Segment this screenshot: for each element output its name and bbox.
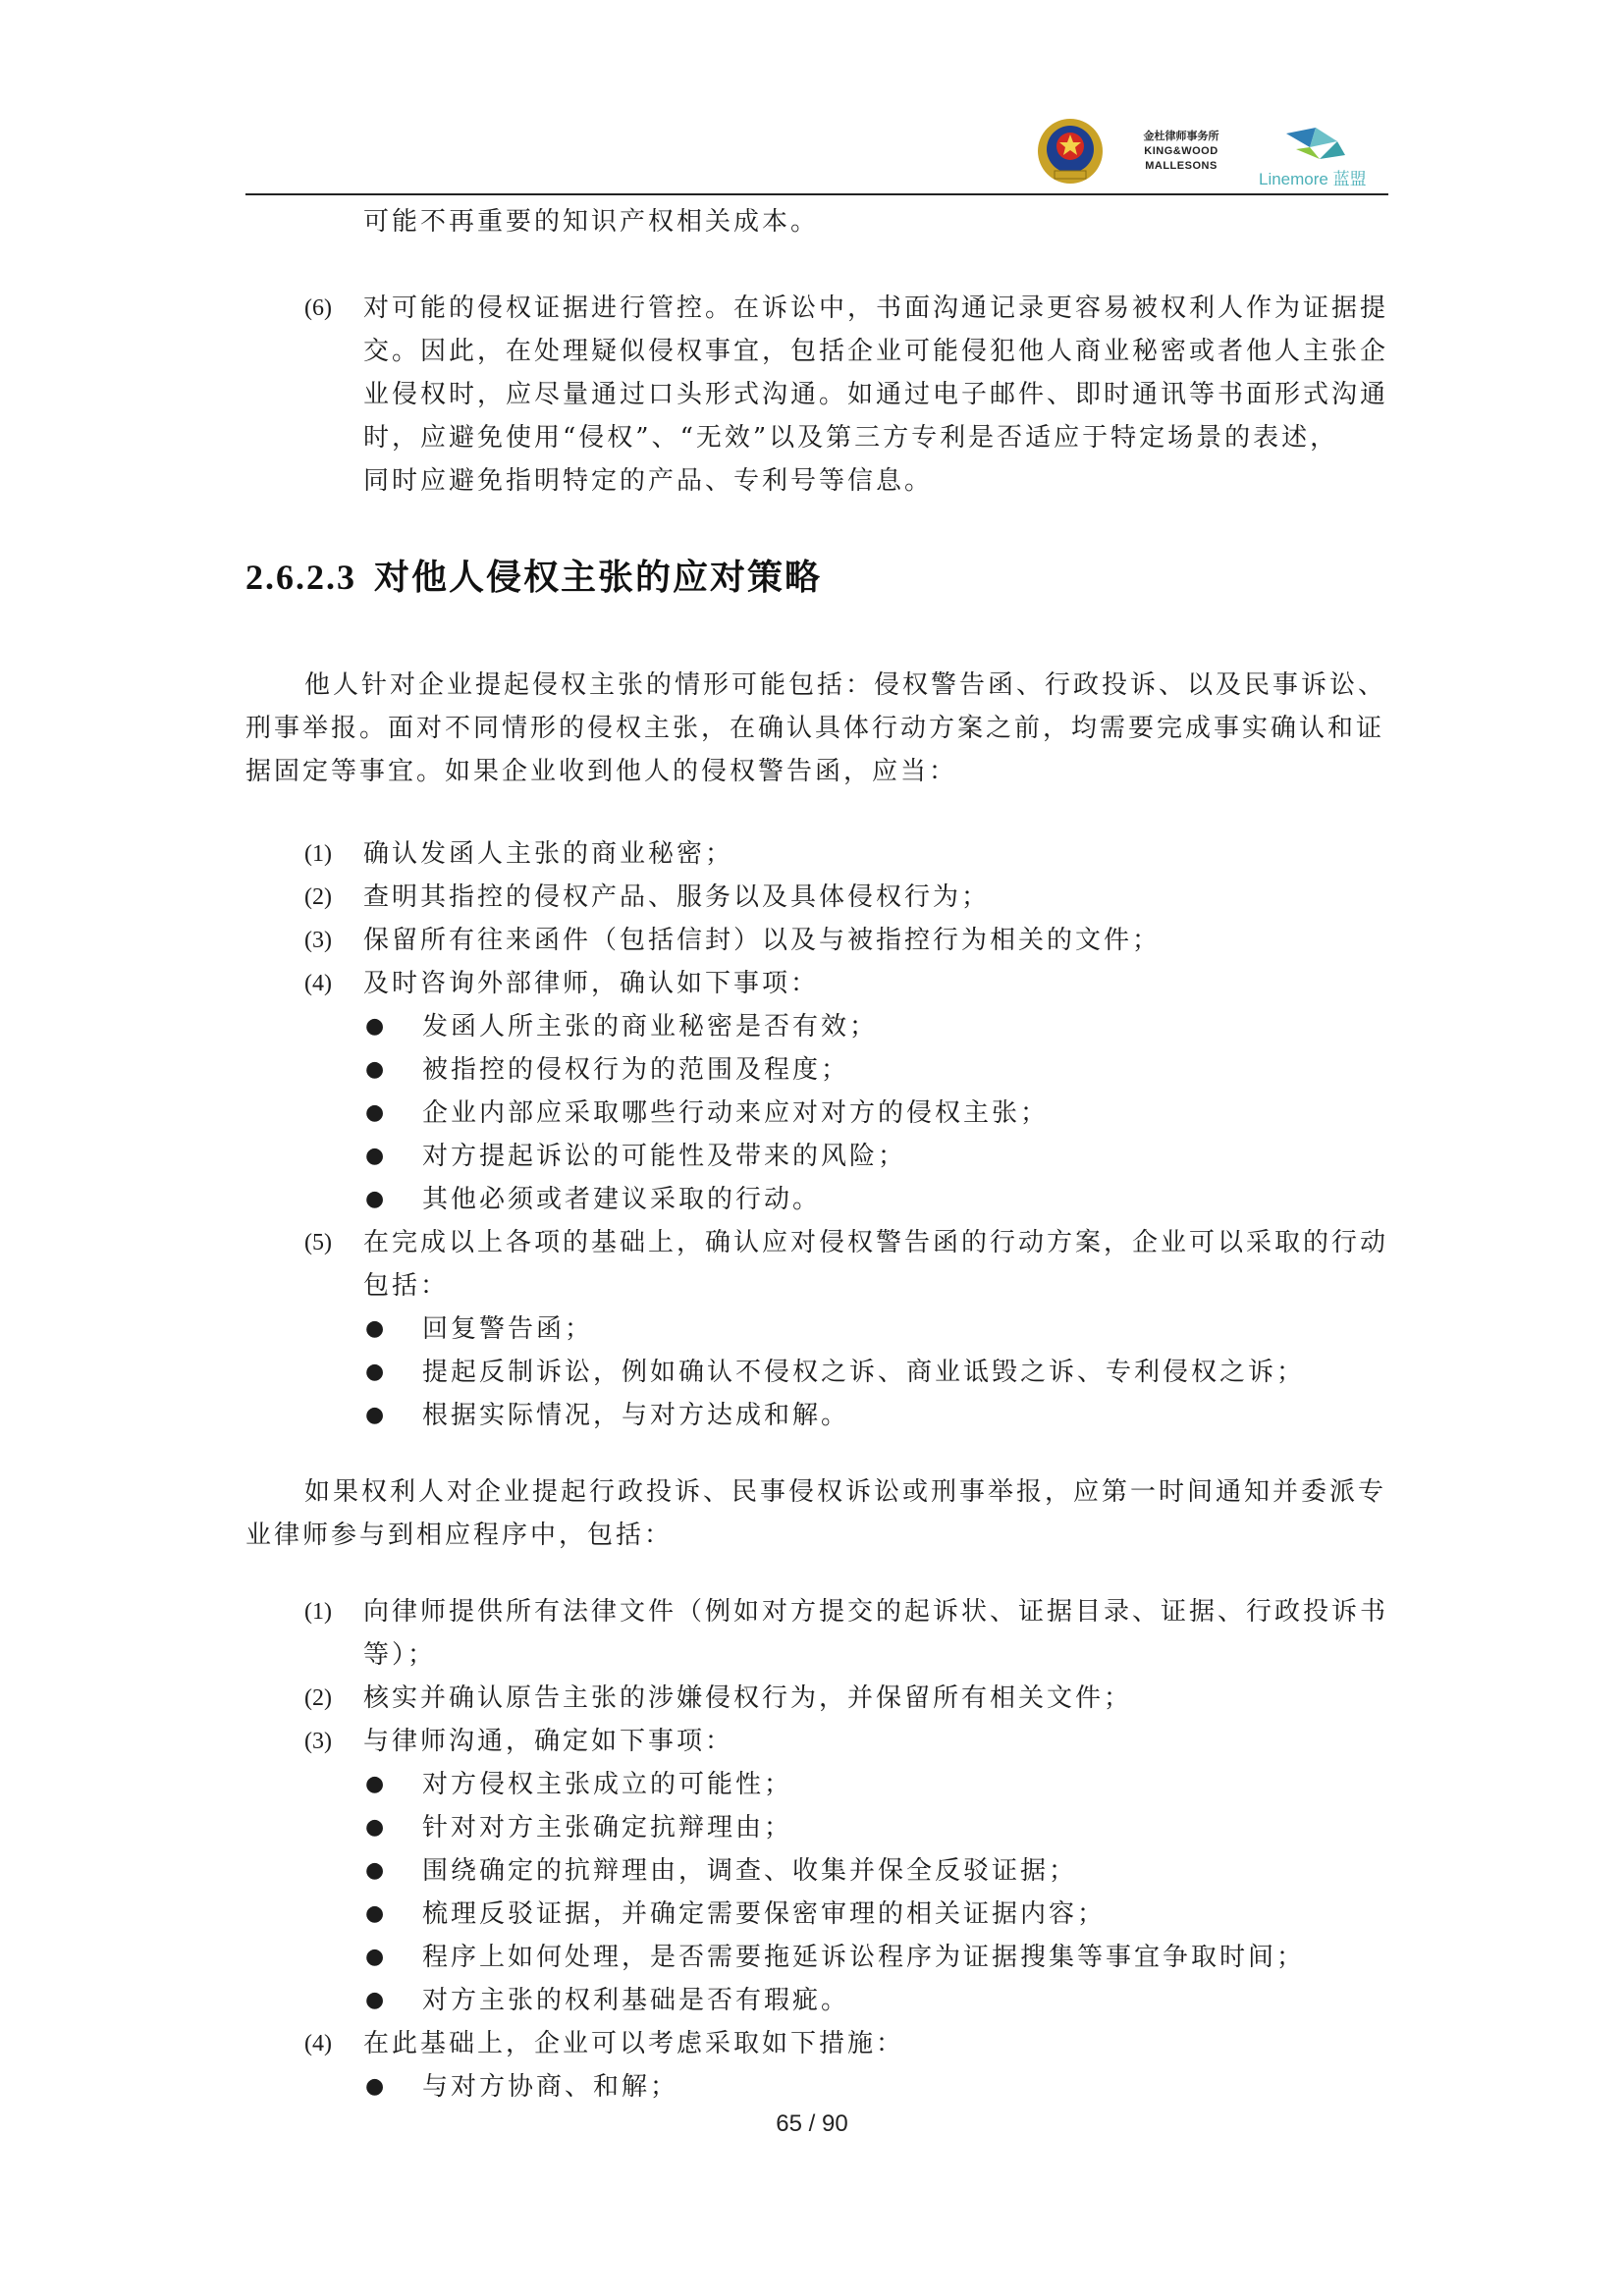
list2-number: (4) <box>304 2031 332 2056</box>
list1-item: 及时咨询外部律师，确认如下事项： <box>363 969 820 998</box>
para2-line: 业律师参与到相应程序中，包括： <box>245 1521 674 1550</box>
kwm-logo-cn: 金杜律师事务所 <box>1143 131 1219 142</box>
linemore-mark-icon <box>1276 126 1355 165</box>
item-6-line: 对可能的侵权证据进行管控。在诉讼中，书面沟通记录更容易被权利人作为证据提 <box>363 294 1389 323</box>
list1-number: (4) <box>304 971 332 996</box>
kwm-logo-en-2: MALLESONS <box>1145 160 1218 172</box>
continuation-text: 可能不再重要的知识产权相关成本。 <box>363 207 820 237</box>
bullet-icon: ● <box>365 1100 385 1125</box>
bullet-text: 围绕确定的抗辩理由，调查、收集并保全反驳证据； <box>422 1856 1078 1886</box>
item-6-line: 业侵权时，应尽量通过口头形式沟通。如通过电子邮件、即时通讯等书面形式沟通 <box>363 380 1389 409</box>
bullet-icon: ● <box>365 1144 385 1168</box>
bullet-text: 对方主张的权利基础是否有瑕疵。 <box>422 1986 850 2015</box>
bullet-text: 其他必须或者建议采取的行动。 <box>422 1185 822 1214</box>
list2-item: 核实并确认原告主张的涉嫌侵权行为，并保留所有相关文件； <box>363 1683 1133 1713</box>
list2-item: 在此基础上，企业可以考虑采取如下措施： <box>363 2029 905 2058</box>
list1-number: (2) <box>304 884 332 910</box>
list1-number: (1) <box>304 841 332 867</box>
list2-1-line: 等）； <box>363 1640 437 1670</box>
bullet-text: 回复警告函； <box>422 1314 594 1344</box>
list2-number: (2) <box>304 1685 332 1711</box>
bullet-icon: ● <box>365 1858 385 1883</box>
bullet-icon: ● <box>365 2074 385 2099</box>
item-6-line: 交。因此，在处理疑似侵权事宜，包括企业可能侵犯他人商业秘密或者他人主张企 <box>363 337 1389 366</box>
bullet-text: 针对对方主张确定抗辩理由； <box>422 1813 793 1842</box>
item-6-number: (6) <box>304 295 332 321</box>
bullet-icon: ● <box>365 1988 385 2012</box>
list2-1-line: 向律师提供所有法律文件（例如对方提交的起诉状、证据目录、证据、行政投诉书 <box>363 1597 1389 1627</box>
header-divider <box>245 193 1388 195</box>
bullet-icon: ● <box>365 1316 385 1341</box>
bullet-text: 被指控的侵权行为的范围及程度； <box>422 1055 850 1085</box>
bullet-text: 发函人所主张的商业秘密是否有效； <box>422 1012 879 1041</box>
para2-line: 如果权利人对企业提起行政投诉、民事侵权诉讼或刑事举报，应第一时间通知并委派专 <box>304 1477 1387 1507</box>
linemore-logo-text: Linemore 蓝盟 <box>1259 170 1367 188</box>
bullet-icon: ● <box>365 1403 385 1427</box>
bullet-text: 根据实际情况，与对方达成和解。 <box>422 1401 850 1430</box>
bullet-text: 企业内部应采取哪些行动来应对对方的侵权主张； <box>422 1098 1050 1128</box>
list1-item: 查明其指控的侵权产品、服务以及具体侵权行为； <box>363 882 991 912</box>
intro-line: 据固定等事宜。如果企业收到他人的侵权警告函，应当： <box>245 757 958 786</box>
list2-number: (3) <box>304 1729 332 1754</box>
intro-line: 刑事举报。面对不同情形的侵权主张，在确认具体行动方案之前，均需要完成事实确认和证 <box>245 714 1385 743</box>
linemore-logo <box>1259 126 1386 188</box>
section-number: 2.6.2.3 <box>245 558 356 597</box>
bullet-text: 梳理反驳证据，并确定需要保密审理的相关证据内容； <box>422 1899 1107 1929</box>
bullet-text: 对方侵权主张成立的可能性； <box>422 1770 793 1799</box>
bullet-icon: ● <box>365 1945 385 1969</box>
list1-item: 确认发函人主张的商业秘密； <box>363 839 734 869</box>
list1-5-line: 在完成以上各项的基础上，确认应对侵权警告函的行动方案，企业可以采取的行动 <box>363 1228 1389 1257</box>
list2-number: (1) <box>304 1599 332 1625</box>
item-6-line: 时，应避免使用“侵权”、“无效”以及第三方专利是否适应于特定场景的表述， <box>363 423 1339 453</box>
intro-line: 他人针对企业提起侵权主张的情形可能包括：侵权警告函、行政投诉、以及民事诉讼、 <box>304 670 1387 700</box>
list1-number: (3) <box>304 928 332 953</box>
item-6-line: 同时应避免指明特定的产品、专利号等信息。 <box>363 466 934 496</box>
bullet-icon: ● <box>365 1901 385 1926</box>
bullet-icon: ● <box>365 1772 385 1796</box>
kwm-logo <box>1127 130 1235 174</box>
bullet-icon: ● <box>365 1057 385 1082</box>
list1-item: 保留所有往来函件（包括信封）以及与被指控行为相关的文件； <box>363 926 1162 955</box>
list1-number: (5) <box>304 1230 332 1255</box>
bullet-icon: ● <box>365 1360 385 1384</box>
kwm-logo-en-1: KING&WOOD <box>1144 145 1218 157</box>
bullet-text: 与对方协商、和解； <box>422 2072 679 2102</box>
bullet-icon: ● <box>365 1815 385 1840</box>
list2-item: 与律师沟通，确定如下事项： <box>363 1727 734 1756</box>
list1-5-line: 包括： <box>363 1271 450 1301</box>
section-title: 对他人侵权主张的应对策略 <box>374 557 823 598</box>
page-header <box>245 108 1388 192</box>
bullet-icon: ● <box>365 1187 385 1211</box>
section-heading <box>245 550 822 605</box>
bullet-text: 对方提起诉讼的可能性及带来的风险； <box>422 1142 907 1171</box>
bullet-icon: ● <box>365 1014 385 1039</box>
bullet-text: 提起反制诉讼，例如确认不侵权之诉、商业诋毁之诉、专利侵权之诉； <box>422 1358 1306 1387</box>
bullet-text: 程序上如何处理，是否需要拖延诉讼程序为证据搜集等事宜争取时间； <box>422 1943 1306 1972</box>
police-emblem-icon <box>1035 116 1106 187</box>
page-number: 65 / 90 <box>776 2110 848 2137</box>
